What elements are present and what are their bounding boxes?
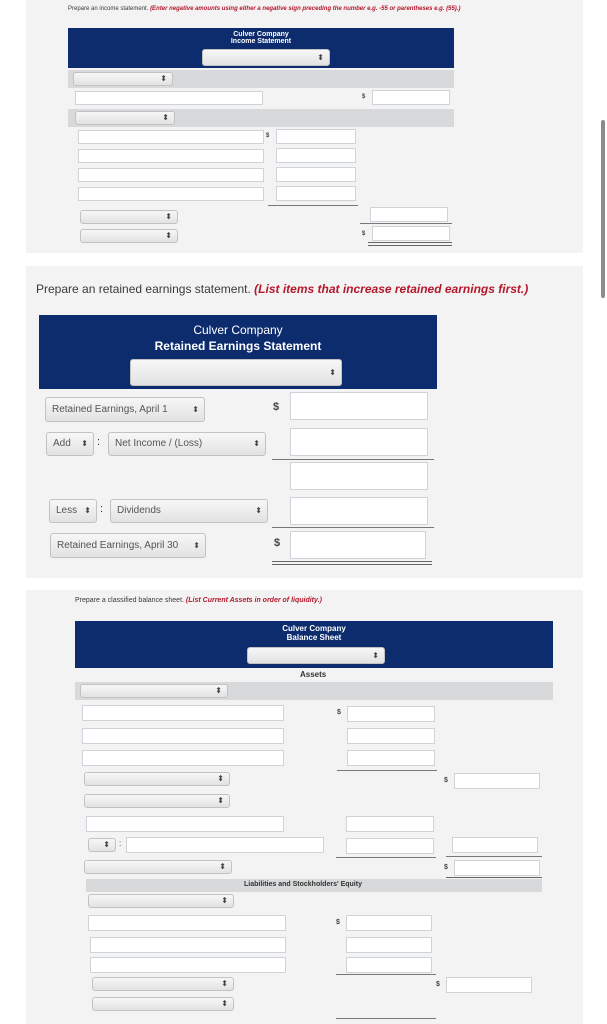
balance-label-input-4[interactable] bbox=[86, 816, 284, 832]
retained-less-select[interactable] bbox=[49, 499, 97, 523]
updown-arrows-icon: ⬍ bbox=[160, 74, 167, 83]
retained-dollar-2: $ bbox=[274, 537, 281, 549]
income-net-amount[interactable] bbox=[372, 226, 450, 241]
retained-dividends-label: Dividends bbox=[117, 505, 161, 516]
retained-ending-select[interactable] bbox=[50, 533, 206, 558]
income-dollar-2: $ bbox=[266, 133, 270, 139]
balance-select-2[interactable] bbox=[84, 772, 230, 786]
updown-arrows-icon: ⬍ bbox=[84, 506, 91, 515]
income-label-input-3[interactable] bbox=[78, 130, 264, 144]
updown-arrows-icon: ⬍ bbox=[81, 439, 88, 448]
balance-date-select[interactable] bbox=[247, 647, 385, 664]
updown-arrows-icon: ⬍ bbox=[329, 367, 336, 377]
income-total-line bbox=[360, 223, 452, 224]
retained-net-income-label: Net Income / (Loss) bbox=[115, 438, 203, 449]
retained-instruction: Prepare an retained earnings statement. (List items that increase retained earnings first.) bbox=[36, 282, 529, 296]
retained-ending-double-line bbox=[272, 561, 432, 565]
balance-company: Culver Company bbox=[282, 624, 346, 633]
income-instruction: Prepare an income statement. (Enter negative amounts using either a negative sign preceding the number e.g. -55 or parentheses e.g. (55).) bbox=[68, 6, 461, 12]
balance-amount-1[interactable] bbox=[347, 706, 435, 722]
retained-less-label: Less bbox=[56, 505, 78, 516]
updown-arrows-icon: ⬍ bbox=[317, 52, 324, 62]
income-select-1[interactable] bbox=[73, 72, 173, 86]
income-amount-total-2[interactable] bbox=[370, 207, 448, 222]
balance-select-4[interactable] bbox=[84, 860, 232, 874]
balance-label-input-8[interactable] bbox=[90, 957, 286, 973]
retained-period-select[interactable] bbox=[130, 359, 342, 386]
income-period-select[interactable] bbox=[202, 49, 330, 66]
updown-arrows-icon: ⬍ bbox=[253, 439, 260, 448]
balance-dollar-2: $ bbox=[444, 777, 448, 784]
balance-subtotal-line-2 bbox=[336, 857, 436, 858]
updown-arrows-icon: ⬍ bbox=[221, 896, 228, 905]
balance-label-input-5[interactable] bbox=[126, 837, 324, 853]
income-amount-2[interactable] bbox=[276, 148, 356, 163]
income-amount-4[interactable] bbox=[276, 186, 356, 201]
balance-total-current-assets[interactable] bbox=[454, 773, 540, 789]
retained-colon-2: : bbox=[100, 503, 104, 515]
balance-total-liabilities[interactable] bbox=[446, 977, 532, 993]
balance-amount-8[interactable] bbox=[346, 957, 432, 973]
retained-ending-label: Retained Earnings, April 30 bbox=[57, 540, 179, 551]
updown-arrows-icon: ⬍ bbox=[215, 686, 222, 695]
balance-dollar-3: $ bbox=[444, 864, 448, 871]
retained-beginning-amount[interactable] bbox=[290, 392, 428, 420]
balance-dollar-1: $ bbox=[337, 709, 341, 716]
income-dollar-1: $ bbox=[362, 94, 366, 100]
income-select-3[interactable] bbox=[80, 210, 178, 224]
balance-assets-heading: Assets bbox=[300, 670, 327, 679]
income-label-input-5[interactable] bbox=[78, 168, 264, 182]
retained-dollar-1: $ bbox=[273, 401, 280, 413]
balance-small-select[interactable] bbox=[88, 838, 116, 852]
income-subtotal-line bbox=[268, 205, 358, 206]
balance-bottom-line bbox=[336, 1018, 436, 1019]
balance-subtotal-line-1 bbox=[337, 770, 437, 771]
retained-beginning-select[interactable] bbox=[45, 397, 205, 422]
balance-select-3[interactable] bbox=[84, 794, 230, 808]
balance-amount-2[interactable] bbox=[347, 728, 435, 744]
income-label-input-6[interactable] bbox=[78, 187, 264, 201]
income-amount-total-1[interactable] bbox=[372, 90, 450, 105]
balance-subtotal-line-3 bbox=[446, 856, 542, 857]
balance-select-5[interactable] bbox=[88, 894, 234, 908]
retained-add-select[interactable] bbox=[46, 432, 94, 456]
updown-arrows-icon: ⬍ bbox=[221, 999, 228, 1008]
updown-arrows-icon: ⬍ bbox=[255, 506, 262, 515]
income-select-2[interactable] bbox=[75, 111, 175, 125]
income-dollar-3: $ bbox=[362, 231, 366, 237]
balance-label-input-3[interactable] bbox=[82, 750, 284, 766]
income-label-input-2[interactable] bbox=[75, 91, 263, 105]
retained-net-income-select[interactable] bbox=[108, 432, 266, 456]
updown-arrows-icon: ⬍ bbox=[217, 796, 224, 805]
page-scrollbar[interactable] bbox=[601, 120, 605, 298]
balance-label-input-1[interactable] bbox=[82, 705, 284, 721]
balance-amount-4[interactable] bbox=[346, 816, 434, 832]
income-label-input-4[interactable] bbox=[78, 149, 264, 163]
income-company: Culver Company bbox=[233, 31, 289, 38]
balance-select-6[interactable] bbox=[92, 977, 234, 991]
retained-add-label: Add bbox=[53, 438, 71, 449]
balance-dollar-4: $ bbox=[336, 919, 340, 926]
income-amount-1[interactable] bbox=[276, 129, 356, 144]
balance-label-input-2[interactable] bbox=[82, 728, 284, 744]
updown-arrows-icon: ⬍ bbox=[165, 231, 172, 240]
updown-arrows-icon: ⬍ bbox=[372, 650, 379, 660]
income-title: Income Statement bbox=[230, 38, 292, 45]
balance-total-assets[interactable] bbox=[454, 860, 540, 876]
updown-arrows-icon: ⬍ bbox=[219, 862, 226, 871]
balance-total-amount-2[interactable] bbox=[452, 837, 538, 853]
retained-company: Culver Company bbox=[193, 323, 283, 337]
income-amount-3[interactable] bbox=[276, 167, 356, 182]
retained-colon-1: : bbox=[97, 436, 101, 448]
income-net-double-line bbox=[368, 242, 452, 246]
updown-arrows-icon: ⬍ bbox=[162, 113, 169, 122]
updown-arrows-icon: ⬍ bbox=[103, 840, 110, 849]
retained-subtotal-amount[interactable] bbox=[290, 462, 428, 490]
updown-arrows-icon: ⬍ bbox=[221, 979, 228, 988]
retained-ending-amount[interactable] bbox=[290, 531, 426, 559]
balance-colon: : bbox=[119, 839, 122, 848]
balance-instruction: Prepare a classified balance sheet. (List Current Assets in order of liquidity.) bbox=[75, 597, 322, 604]
updown-arrows-icon: ⬍ bbox=[193, 540, 200, 550]
balance-amount-3[interactable] bbox=[347, 750, 435, 766]
retained-net-income-amount[interactable] bbox=[290, 428, 428, 456]
balance-liab-heading: Liabilities and Stockholders' Equity bbox=[244, 881, 362, 888]
retained-dividends-line bbox=[272, 527, 434, 528]
balance-dollar-5: $ bbox=[436, 981, 440, 988]
balance-amount-7[interactable] bbox=[346, 937, 432, 953]
retained-title: Retained Earnings Statement bbox=[154, 339, 322, 353]
retained-dividends-select[interactable] bbox=[110, 499, 268, 523]
balance-select-7[interactable] bbox=[92, 997, 234, 1011]
retained-beginning-label: Retained Earnings, April 1 bbox=[52, 404, 168, 415]
balance-label-input-7[interactable] bbox=[90, 937, 286, 953]
updown-arrows-icon: ⬍ bbox=[192, 404, 199, 414]
retained-subtotal-line bbox=[272, 459, 434, 460]
balance-label-input-6[interactable] bbox=[88, 915, 286, 931]
updown-arrows-icon: ⬍ bbox=[165, 212, 172, 221]
balance-subtotal-line-4 bbox=[336, 974, 436, 975]
balance-amount-5[interactable] bbox=[346, 838, 434, 854]
updown-arrows-icon: ⬍ bbox=[217, 774, 224, 783]
balance-amount-6[interactable] bbox=[346, 915, 432, 931]
income-select-4[interactable] bbox=[80, 229, 178, 243]
retained-dividends-amount[interactable] bbox=[290, 497, 428, 525]
balance-select-1[interactable] bbox=[80, 684, 228, 698]
balance-title: Balance Sheet bbox=[286, 633, 342, 642]
